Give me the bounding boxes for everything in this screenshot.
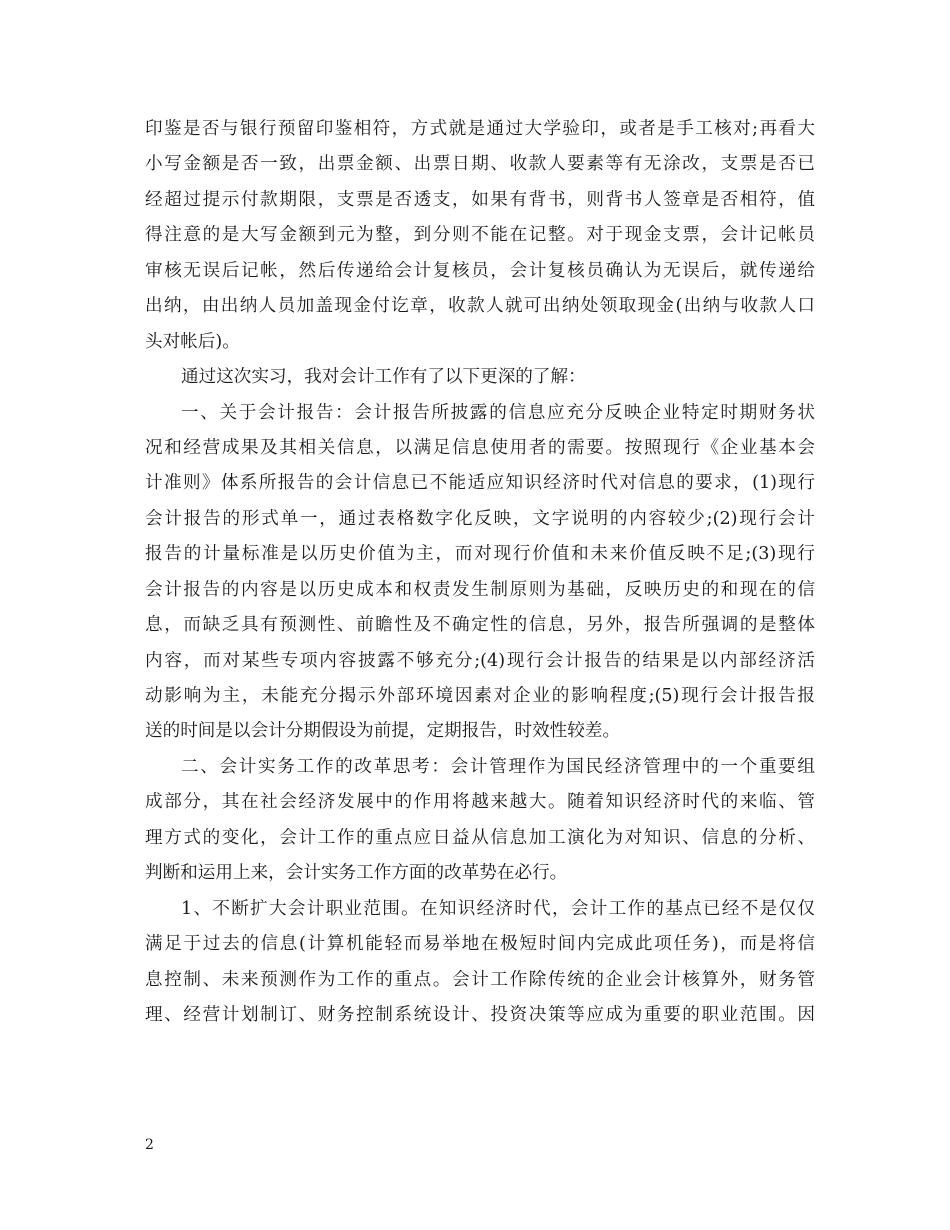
text-line: 会计报告的形式单一，通过表格数字化反映，文字说明的内容较少;(2)现行会计 <box>145 508 815 529</box>
text-line: 经超过提示付款期限，支票是否透支，如果有背书，则背书人签章是否相符，值 <box>145 189 815 210</box>
text-line: 审核无误后记帐，然后传递给会计复核员，会计复核员确认为无误后，就传递给 <box>145 260 815 281</box>
text-line: 小写金额是否一致，出票金额、出票日期、收款人要素等有无涂改，支票是否已 <box>145 154 815 175</box>
text-line: 会计报告的内容是以历史成本和权责发生制原则为基础，反映历史的和现在的信 <box>145 579 815 600</box>
text-line: 满足于过去的信息(计算机能轻而易举地在极短时间内完成此项任务)，而是将信 <box>145 934 815 955</box>
text-line: 理、经营计划制订、财务控制系统设计、投资决策等应成为重要的职业范围。因 <box>145 1004 815 1025</box>
text-line: 二、会计实务工作的改革思考：会计管理作为国民经济管理中的一个重要组 <box>181 756 815 777</box>
text-line: 动影响为主，未能充分揭示外部环境因素对企业的影响程度;(5)现行会计报告报 <box>145 686 815 706</box>
text-line: 印鉴是否与银行预留印鉴相符，方式就是通过大学验印，或者是手工核对;再看大 <box>145 119 815 139</box>
text-line: 计准则》体系所报告的会计信息已不能适应知识经济时代对信息的要求，(1)现行 <box>145 473 815 494</box>
text-line: 判断和运用上来，会计实务工作方面的改革势在必行。 <box>145 863 568 884</box>
body-text <box>145 112 815 1033</box>
text-line: 一、关于会计报告：会计报告所披露的信息应充分反映企业特定时期财务状 <box>181 402 815 423</box>
text-line: 1、不断扩大会计职业范围。在知识经济时代，会计工作的基点已经不是仅仅 <box>181 898 815 919</box>
text-line: 送的时间是以会计分期假设为前提，定期报告，时效性较差。 <box>145 721 621 742</box>
text-line: 通过这次实习，我对会计工作有了以下更深的了解： <box>181 367 586 388</box>
text-line: 息，而缺乏具有预测性、前瞻性及不确定性的信息，另外，报告所强调的是整体 <box>145 615 815 636</box>
text-line: 理方式的变化，会计工作的重点应日益从信息加工演化为对知识、信息的分析、 <box>145 827 815 848</box>
text-line: 头对帐后)。 <box>145 331 240 352</box>
text-line: 况和经营成果及其相关信息，以满足信息使用者的需要。按照现行《企业基本会 <box>145 437 815 458</box>
text-line: 成部分，其在社会经济发展中的作用将越来越大。随着知识经济时代的来临、管 <box>145 792 815 813</box>
text-line: 得注意的是大写金额到元为整，到分则不能在记整。对于现金支票，会计记帐员 <box>145 225 815 246</box>
page-number: 2 <box>145 1137 154 1153</box>
text-line: 报告的计量标准是以历史价值为主，而对现行价值和未来价值反映不足;(3)现行 <box>145 544 815 565</box>
text-line: 内容，而对某些专项内容披露不够充分;(4)现行会计报告的结果是以内部经济活 <box>145 650 815 671</box>
text-line: 息控制、未来预测作为工作的重点。会计工作除传统的企业会计核算外，财务管 <box>145 969 815 990</box>
text-line: 出纳，由出纳人员加盖现金付讫章，收款人就可出纳处领取现金(出纳与收款人口 <box>145 296 815 317</box>
